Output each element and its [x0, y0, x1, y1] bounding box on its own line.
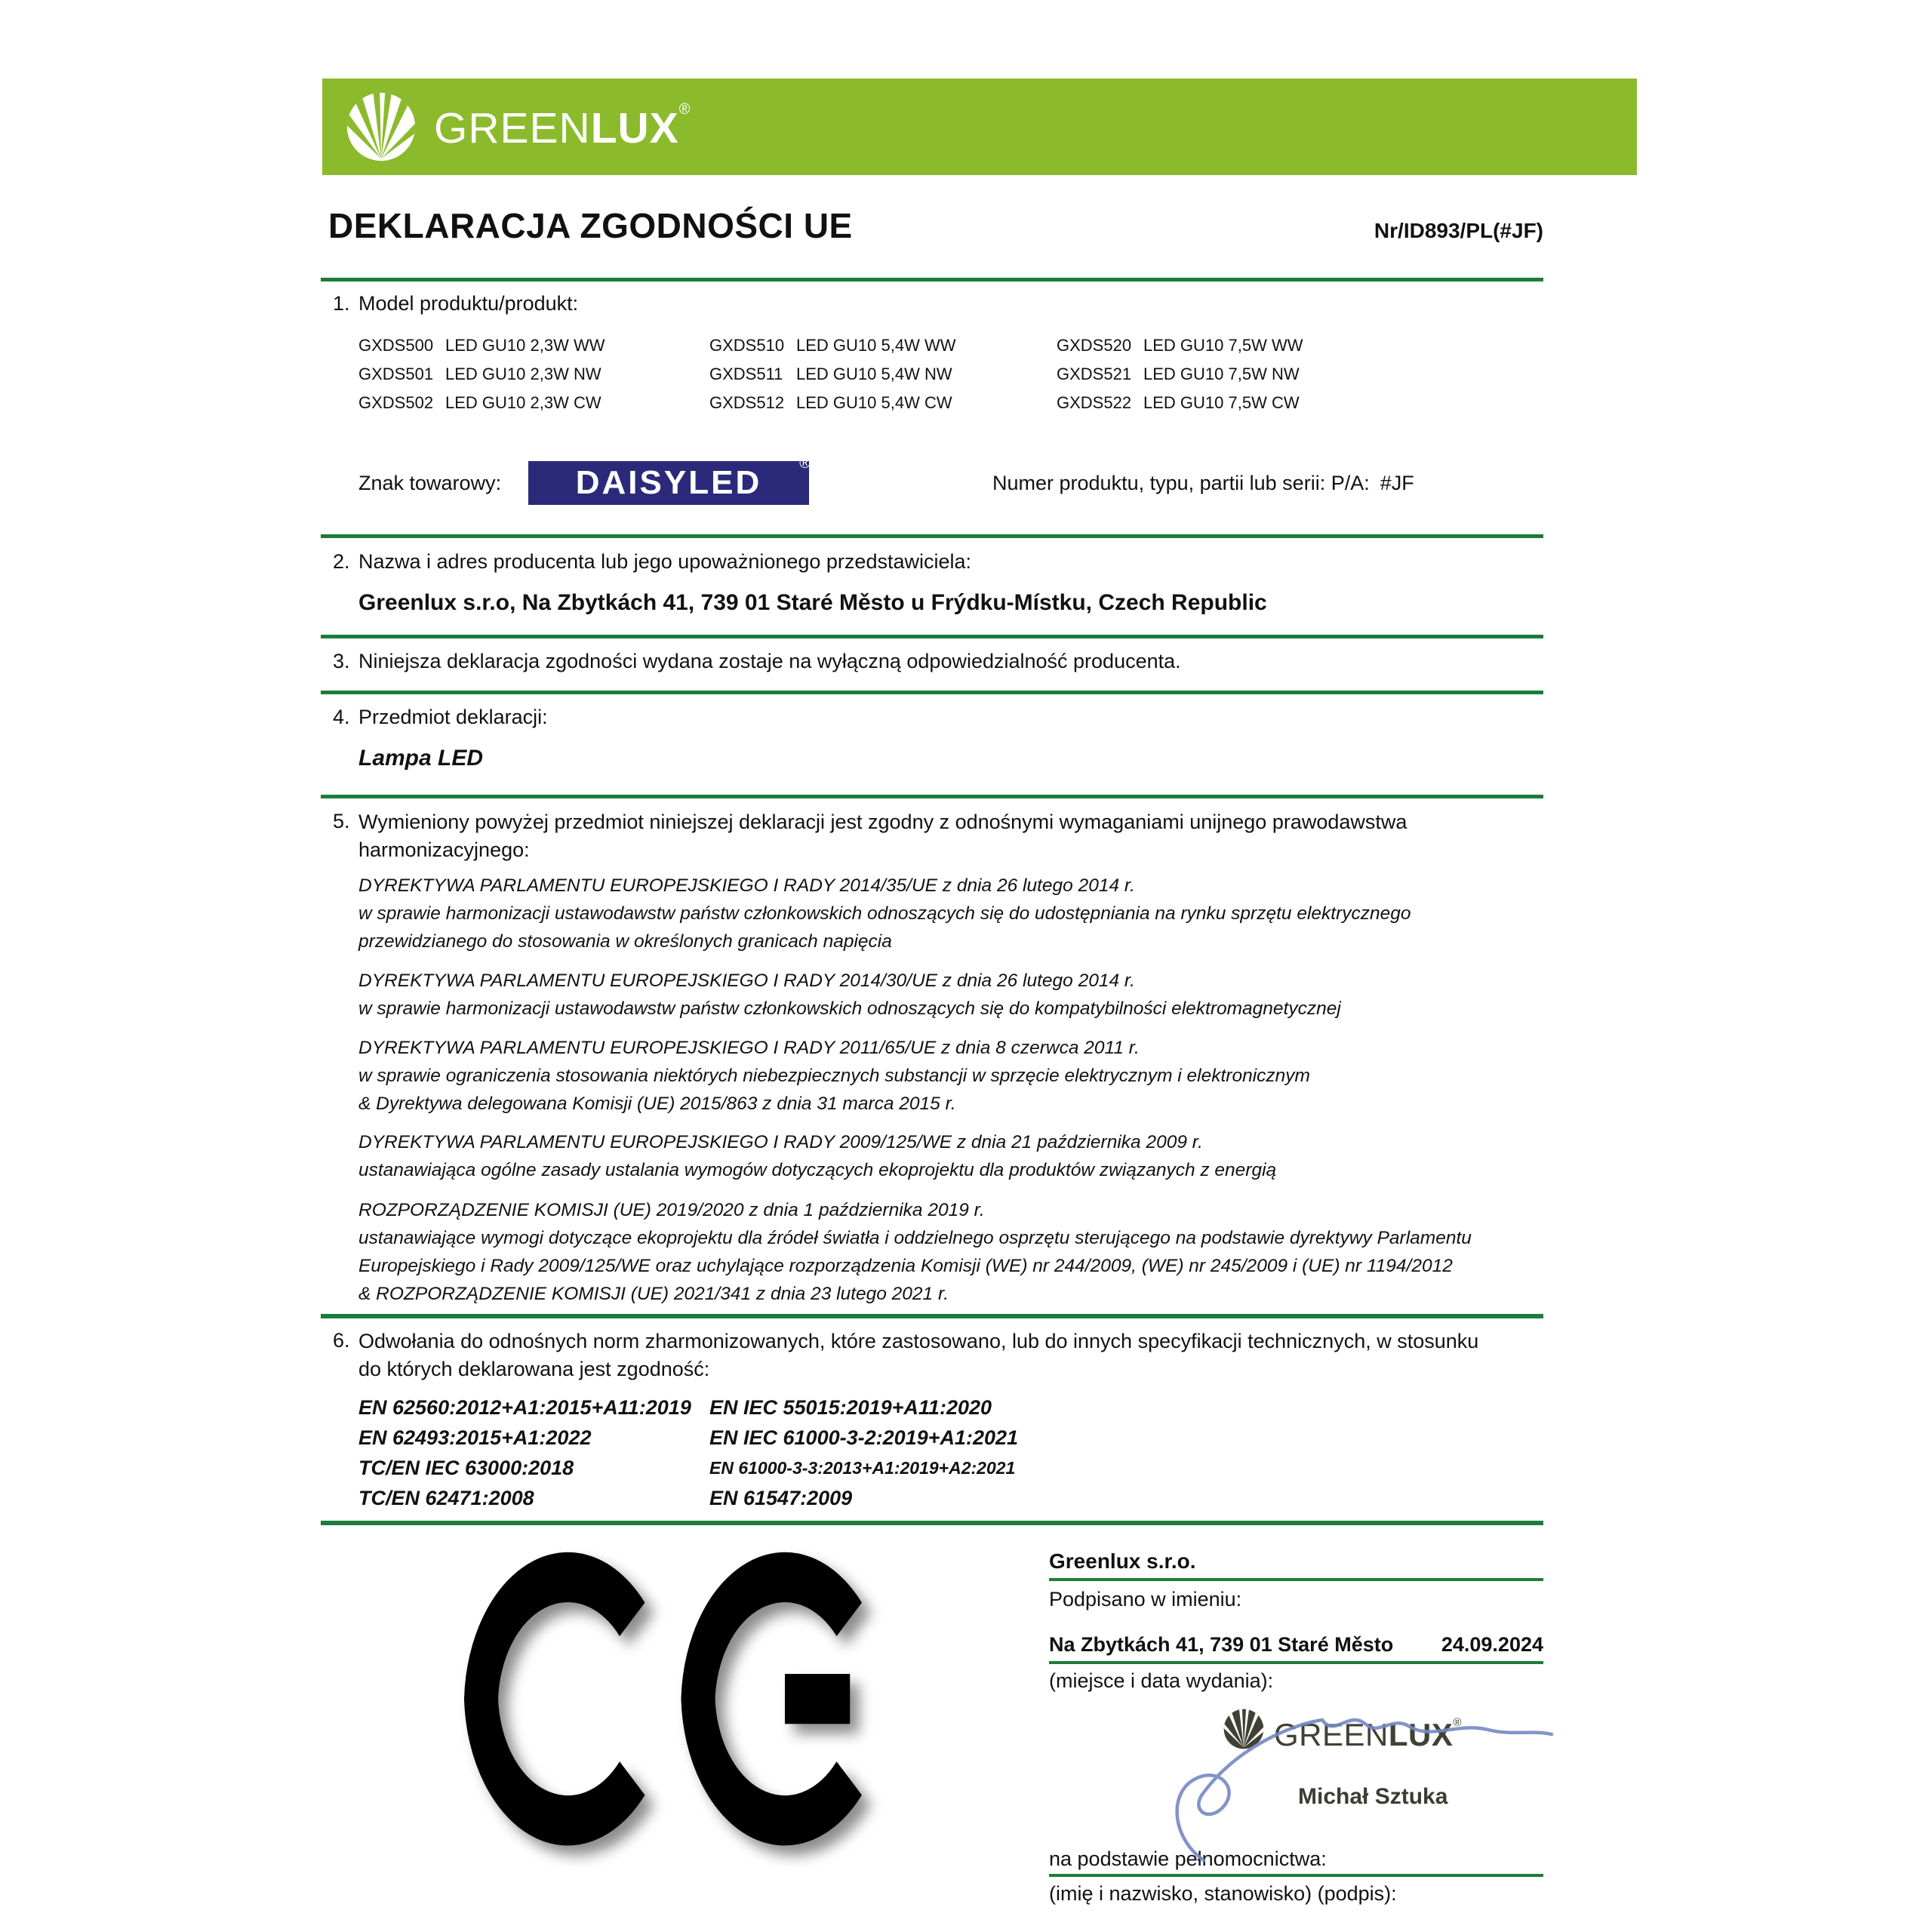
registered-mark: ® [678, 100, 691, 118]
page-title: DEKLARACJA ZGODNOŚCI UE [328, 206, 853, 245]
section-number: 3. [333, 650, 350, 672]
section-heading-text: Nazwa i adres producenta lub jego upoważnionego przedstawiciela: [358, 550, 972, 573]
directive-line: przewidzianego do stosowania w określonych granicach napięcia [358, 931, 892, 952]
section-number: 2. [333, 550, 350, 573]
manufacturer-address: Greenlux s.r.o, Na Zbytkách 41, 739 01 Staré Město u Frýdku-Místku, Czech Republic [358, 590, 1267, 615]
section-heading-text: do których deklarowana jest zgodność: [358, 1358, 710, 1380]
model-code: GXDS520 [1057, 336, 1132, 355]
daisyled-logo [528, 455, 811, 505]
section-6-heading [321, 1327, 1543, 1383]
authority-label: na podstawie pełnomocnictwa: [1049, 1847, 1327, 1870]
directive-line: Europejskiego i Rady 2009/125/WE oraz uchylające rozporządzenia Komisji (WE) nr 244/2009, (WE) nr 245/2009 i (UE) nr 1194/2012 [358, 1256, 1453, 1276]
standards-column-2 [709, 1392, 1543, 1513]
standard-item: TC/EN IEC 63000:2018 [358, 1457, 574, 1479]
standard-item: EN IEC 55015:2019+A11:2020 [709, 1396, 992, 1419]
model-row [358, 331, 709, 360]
directive-line: & ROZPORZĄDZENIE KOMISJI (UE) 2021/341 z dnia 23 lutego 2021 r. [358, 1284, 949, 1304]
trademark-row [321, 455, 1543, 508]
issue-place: Na Zbytkách 41, 739 01 Staré Město [1049, 1633, 1394, 1656]
directive-line: ustanawiająca ogólne zasady ustalania wymogów dotyczących ekoprojektu dla produktów związanych z energią [358, 1160, 1277, 1180]
standard-item: EN 62493:2015+A1:2022 [358, 1426, 592, 1449]
place-date-label: (miejsce i data wydania): [1049, 1669, 1274, 1692]
registered-mark: ® [1453, 1716, 1462, 1729]
directive-paragraph [321, 1128, 1543, 1184]
model-code: GXDS512 [709, 393, 785, 412]
directive-paragraph [321, 1196, 1543, 1308]
doc-number: Nr/ID893/PL(#JF) [1374, 219, 1543, 242]
model-code: GXDS500 [358, 336, 434, 355]
daisyled-text: DAISYLED [575, 464, 762, 501]
directive-paragraph [321, 1034, 1543, 1118]
section-1-heading [321, 291, 1543, 316]
directive-paragraph [321, 872, 1543, 955]
section-heading-text: Odwołania do odnośnych norm zharmonizowanych, które zastosowano, lub do innych specyfikacji technicznych, w stosunku [358, 1330, 1479, 1352]
section-number: 5. [333, 810, 350, 832]
section-text: Niniejsza deklaracja zgodności wydana zostaje na wyłączną odpowiedzialność producenta. [358, 650, 1181, 672]
directive-line: DYREKTYWA PARLAMENTU EUROPEJSKIEGO I RADY 2014/30/UE z dnia 26 lutego 2014 r. [358, 971, 1135, 991]
greenlux-banner [322, 78, 1637, 175]
model-row [1057, 389, 1543, 417]
model-desc: LED GU10 5,4W NW [796, 365, 952, 383]
logo-lux-text: LUX [590, 103, 679, 152]
section-2-heading [321, 549, 1543, 574]
model-code: GXDS522 [1057, 393, 1132, 412]
model-row [709, 360, 1057, 389]
model-row [358, 360, 709, 389]
section-heading-text: harmonizacyjnego: [358, 838, 530, 861]
divider [321, 691, 1543, 694]
standard-item: EN 62560:2012+A1:2015+A11:2019 [358, 1396, 691, 1419]
logo-green-text: GREEN [434, 103, 591, 152]
model-desc: LED GU10 2,3W CW [445, 393, 601, 412]
directive-line: w sprawie harmonizacji ustawodawstw państw członkowskich odnoszących się do kompatybilności elektromagnetycznej [358, 998, 1341, 1019]
ce-mark-icon [464, 1552, 868, 1847]
greenlux-shell-icon [345, 91, 417, 163]
footer-area [321, 1548, 1543, 1903]
divider [321, 1521, 1543, 1525]
standards-list [321, 1392, 1543, 1513]
serial-info [992, 472, 1414, 495]
divider [1049, 1874, 1543, 1877]
model-desc: LED GU10 5,4W CW [796, 393, 952, 412]
model-row [709, 331, 1057, 360]
directive-line: & Dyrektywa delegowana Komisji (UE) 2015/863 z dnia 31 marca 2015 r. [358, 1094, 956, 1114]
divider [1049, 1578, 1543, 1581]
divider [321, 635, 1543, 638]
directive-line: DYREKTYWA PARLAMENTU EUROPEJSKIEGO I RADY 2011/65/UE z dnia 8 czerwca 2011 r. [358, 1038, 1140, 1058]
model-code: GXDS521 [1057, 365, 1132, 383]
directive-line: ustanawiające wymogi dotyczące ekoprojektu dla źródeł światła i oddzielnego osprzętu sterującego na podstawie dyrektywy Parlamentu [358, 1228, 1472, 1248]
registered-mark: ® [799, 455, 811, 472]
section-heading-text: Przedmiot deklaracji: [358, 706, 548, 728]
model-desc: LED GU10 7,5W WW [1143, 336, 1303, 355]
standard-item: EN 61547:2009 [709, 1487, 853, 1509]
model-code: GXDS501 [358, 365, 434, 383]
declaration-subject: Lampa LED [358, 746, 484, 771]
signer-name: Michał Sztuka [1298, 1784, 1448, 1809]
standard-item: EN 61000-3-3:2013+A1:2019+A2:2021 [709, 1458, 1016, 1478]
directive-line: DYREKTYWA PARLAMENTU EUROPEJSKIEGO I RADY 2009/125/WE z dnia 21 października 2009 r. [358, 1132, 1203, 1152]
section-heading-text: Model produktu/produkt: [358, 292, 579, 315]
model-desc: LED GU10 5,4W WW [796, 336, 956, 355]
serial-value: #JF [1380, 472, 1414, 494]
section-heading-text: Wymieniony powyżej przedmiot niniejszej deklaracji jest zgodny z odnośnymi wymaganiami unijnego prawodawstwa [358, 811, 1407, 833]
divider [321, 534, 1543, 538]
model-code: GXDS502 [358, 393, 434, 412]
model-row [358, 389, 709, 417]
serial-label: Numer produktu, typu, partii lub serii: P/A: [992, 472, 1370, 494]
logo-green-text: GREEN [1274, 1717, 1389, 1752]
model-code: GXDS510 [709, 336, 785, 355]
model-desc: LED GU10 2,3W NW [445, 365, 601, 383]
section-5-heading [321, 808, 1543, 864]
section-number: 1. [333, 292, 350, 315]
section-number: 4. [333, 706, 350, 728]
model-row [1057, 331, 1543, 360]
directive-line: w sprawie harmonizacji ustawodawstw państw członkowskich odnoszących się do udostępniania na rynku sprzętu elektrycznego [358, 903, 1411, 924]
signature-label: (imię i nazwisko, stanowisko) (podpis): [1049, 1882, 1397, 1905]
model-desc: LED GU10 2,3W WW [445, 336, 605, 355]
trademark-label: Znak towarowy: [358, 472, 502, 494]
model-desc: LED GU10 7,5W CW [1143, 393, 1300, 412]
place-date-row [1049, 1631, 1543, 1658]
signed-for-label: Podpisano w imieniu: [1049, 1588, 1242, 1611]
standard-item: EN IEC 61000-3-2:2019+A1:2021 [709, 1426, 1019, 1449]
section-3-text [321, 648, 1543, 674]
directive-line: w sprawie ograniczenia stosowania niektórych niebezpiecznych substancji w sprzęcie elektrycznym i elektronicznym [358, 1066, 1310, 1086]
standard-item: TC/EN 62471:2008 [358, 1487, 534, 1509]
directive-line: DYREKTYWA PARLAMENTU EUROPEJSKIEGO I RADY 2014/35/UE z dnia 26 lutego 2014 r. [358, 875, 1135, 896]
issue-date: 24.09.2024 [1441, 1633, 1543, 1656]
signature-block [1049, 1548, 1543, 1907]
divider [321, 278, 1543, 281]
model-row [709, 389, 1057, 417]
divider [1049, 1661, 1543, 1664]
model-row [1057, 360, 1543, 389]
model-code: GXDS511 [709, 365, 783, 383]
section-number: 6. [333, 1329, 350, 1352]
divider [321, 795, 1543, 798]
section-4-heading [321, 704, 1543, 730]
logo-lux-text: LUX [1388, 1717, 1454, 1752]
standards-column-1 [358, 1392, 709, 1513]
greenlux-logo [434, 101, 691, 153]
stamp-and-signature [1049, 1694, 1543, 1845]
divider [321, 1314, 1543, 1318]
directive-paragraph [321, 967, 1543, 1023]
footer-company: Greenlux s.r.o. [1049, 1549, 1196, 1573]
model-desc: LED GU10 7,5W NW [1143, 365, 1300, 383]
model-list [321, 331, 1543, 417]
directive-line: ROZPORZĄDZENIE KOMISJI (UE) 2019/2020 z dnia 1 października 2019 r. [358, 1200, 985, 1220]
